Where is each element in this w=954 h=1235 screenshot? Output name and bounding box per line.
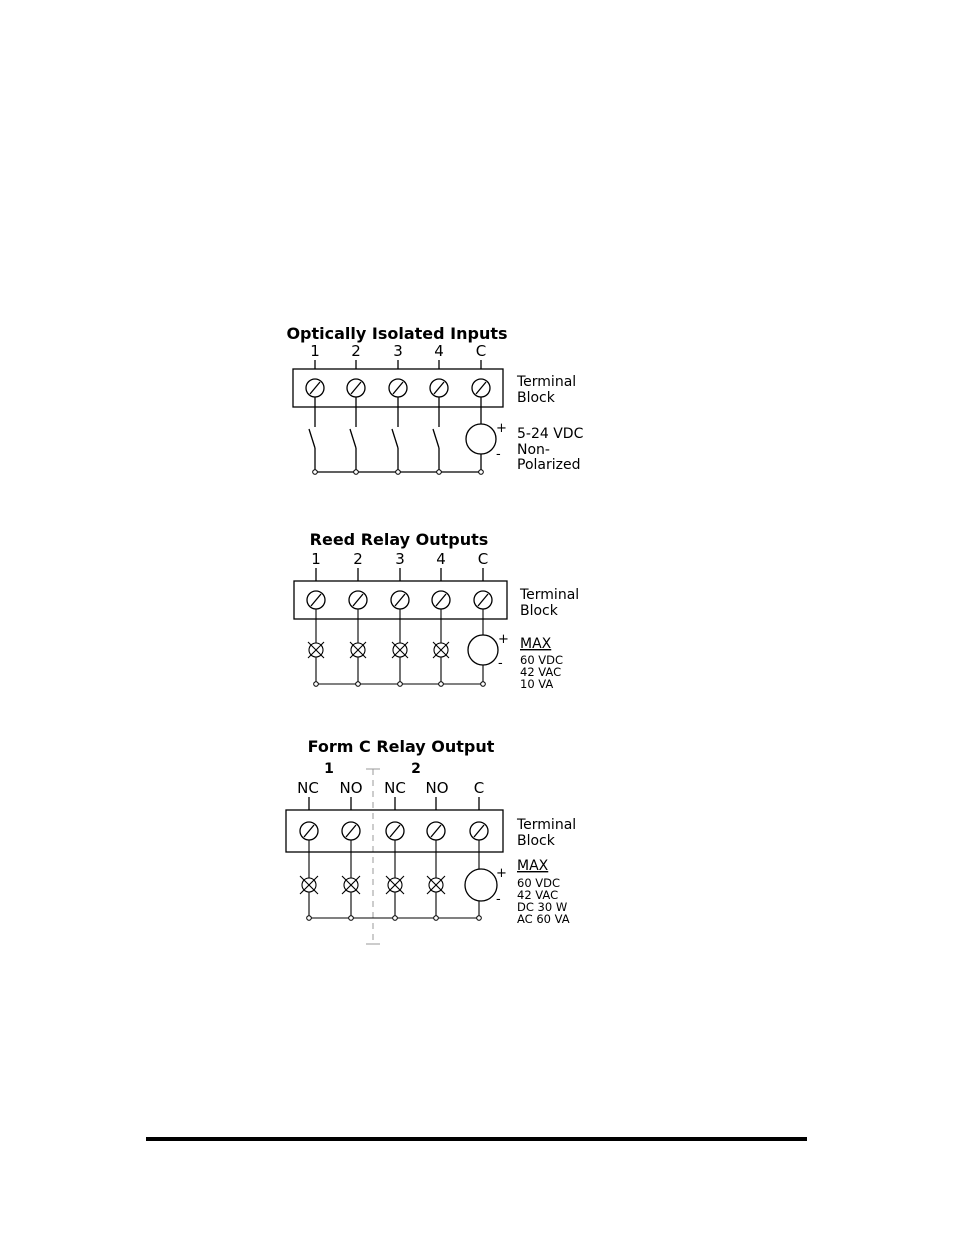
formc-max-heading: MAX: [517, 858, 549, 874]
reed-terminal-c-label: C: [477, 550, 489, 568]
reed-lamps: [308, 609, 498, 684]
form-c-relay-output-diagram: [286, 737, 576, 944]
formc-screws: [300, 822, 488, 840]
reed-spec-2: 42 VAC: [520, 665, 562, 679]
inputs-terminal-1-label: 1: [310, 342, 320, 360]
reed-terminal-1-label: 1: [311, 550, 321, 568]
reed-relay-outputs-diagram: [294, 530, 579, 691]
reed-block-label-2: Block: [520, 603, 558, 619]
formc-terminal-c-label: C: [473, 779, 485, 797]
formc-plus-sign: +: [496, 866, 507, 881]
reed-top-leads: [316, 568, 483, 581]
formc-top-leads: [309, 797, 479, 810]
formc-terminal-nc1-label: NC: [297, 779, 319, 797]
inputs-terminal-c-label: C: [475, 342, 487, 360]
reed-terminal-2-label: 2: [353, 550, 363, 568]
formc-group-2-label: 2: [411, 761, 421, 777]
reed-terminal-4-label: 4: [436, 550, 446, 568]
inputs-supply-label-3: Polarized: [517, 457, 581, 473]
formc-minus-sign: -: [496, 892, 501, 907]
inputs-supply-label-1: 5-24 VDC: [517, 426, 584, 442]
inputs-minus-sign: -: [496, 447, 501, 462]
optically-isolated-inputs-diagram: [286, 324, 583, 474]
formc-block-label-2: Block: [517, 833, 555, 849]
formc-terminal-nc2-label: NC: [384, 779, 406, 797]
inputs-block-label-2: Block: [517, 390, 555, 406]
reed-block-label-1: Terminal: [520, 587, 580, 603]
formc-spec-3: DC 30 W: [517, 900, 568, 914]
formc-spec-4: AC 60 VA: [517, 912, 570, 926]
formc-terminal-no1-label: NO: [339, 779, 363, 797]
reed-screws: [307, 591, 492, 609]
reed-spec-1: 60 VDC: [520, 653, 564, 667]
inputs-switches: [309, 397, 496, 472]
inputs-supply-label-2: Non-: [517, 442, 550, 458]
formc-block-label-1: Terminal: [517, 817, 577, 833]
inputs-plus-sign: +: [496, 421, 507, 436]
reed-max-heading: MAX: [520, 636, 552, 652]
formc-terminal-no2-label: NO: [425, 779, 449, 797]
reed-spec-3: 10 VA: [520, 677, 554, 691]
inputs-top-leads: [315, 360, 481, 369]
reed-plus-sign: +: [498, 632, 509, 647]
inputs-title: Optically Isolated Inputs: [286, 324, 508, 343]
inputs-terminal-3-label: 3: [393, 342, 403, 360]
footer-rule: [146, 1137, 807, 1141]
formc-group-1-label: 1: [324, 761, 334, 777]
inputs-terminal-2-label: 2: [351, 342, 361, 360]
formc-spec-1: 60 VDC: [517, 876, 561, 890]
inputs-screws: [306, 379, 490, 397]
reed-title: Reed Relay Outputs: [309, 530, 489, 549]
inputs-supply-source: [466, 424, 496, 454]
inputs-terminal-4-label: 4: [434, 342, 444, 360]
reed-terminal-3-label: 3: [395, 550, 405, 568]
formc-title: Form C Relay Output: [307, 737, 495, 756]
reed-minus-sign: -: [498, 656, 503, 671]
inputs-block-label-1: Terminal: [517, 374, 577, 390]
formc-spec-2: 42 VAC: [517, 888, 559, 902]
